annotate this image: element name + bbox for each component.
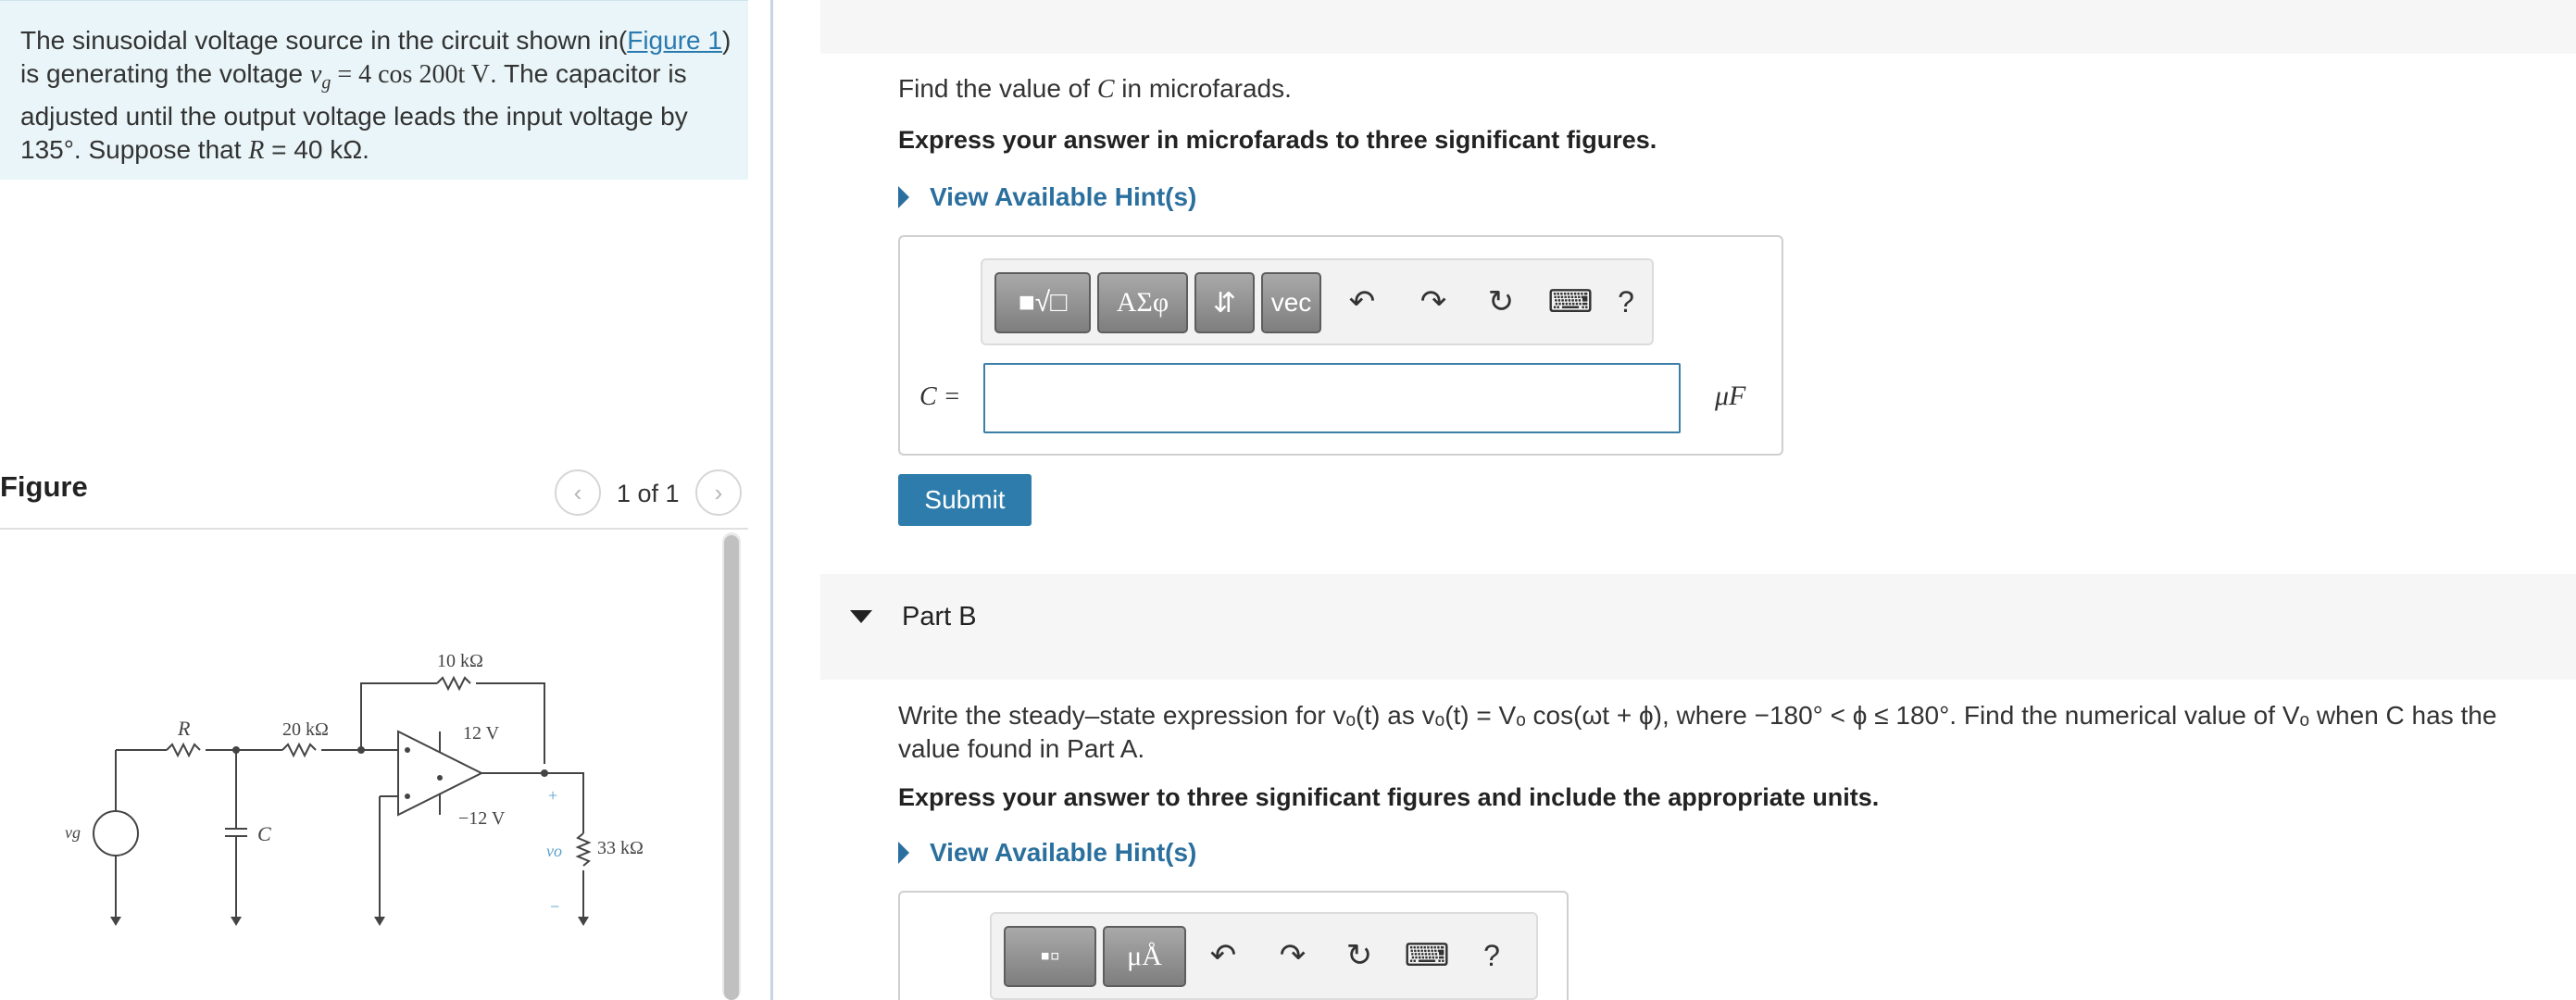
voltage-source [94,811,138,856]
problem-text-part: ) is generating the voltage [20,26,732,88]
units-button[interactable] [1103,926,1186,987]
undo-button[interactable] [1339,279,1385,325]
resistor-10k [437,678,470,689]
resistor-20k [282,744,316,756]
vector-button[interactable] [1261,272,1321,333]
label-minus: − [550,897,560,916]
redo-button[interactable] [1410,279,1457,325]
chevron-right-icon: › [714,478,723,506]
part-b-instructions: Express your answer to three significant figures and include the appropriate units. [898,783,1880,811]
templates-button[interactable] [994,272,1091,333]
part-b-header[interactable] [820,574,2576,680]
updown-arrows-icon: ⇵ [1212,287,1237,319]
view-hints-link-b[interactable] [898,838,1196,868]
problem-text [20,24,733,168]
label-10k: 10 kΩ [437,651,483,671]
help-button[interactable] [1607,279,1644,325]
c-answer-input[interactable] [983,363,1681,433]
part-a-prompt: Find the value of C in microfarads. [898,74,1292,104]
submit-button[interactable]: Submit [898,474,1032,526]
figure-page-count: 1 of 1 [617,480,680,507]
label-plus: + [548,786,558,805]
circuit-diagram [56,639,685,1000]
units-icon: μÅ [1127,941,1162,971]
caret-down-icon[interactable] [850,610,872,623]
view-hints-link-a[interactable] [898,182,1196,212]
label-20k: 20 kΩ [282,719,329,740]
templates-icon: ▪▫ [1040,941,1060,971]
c-input-label: C = [919,382,961,411]
vg-symbol: $v_g$ [309,60,331,94]
capacitor [225,829,247,836]
keyboard-icon: ⌨ [1404,938,1450,973]
help-icon: ? [1618,284,1634,319]
greek-symbols-button[interactable] [1097,272,1188,333]
caret-right-icon [898,186,909,208]
part-a-instructions: Express your answer in microfarads to three significant figures. [898,126,1657,154]
redo-icon: ↷ [1419,284,1447,319]
hint-label: View Available Hint(s) [930,838,1197,867]
reset-icon: ↻ [1487,284,1515,319]
greek-icon: ΑΣφ [1116,287,1169,318]
figure-scroll-thumb[interactable] [724,535,739,1000]
r-symbol: R [248,135,265,165]
left-pane [0,0,773,1000]
reset-icon: ↻ [1345,938,1373,973]
part-b-title[interactable]: Part B [902,602,977,631]
problem-text-part: . The capacitor is adjusted until the output voltage leads the input voltage by 135°. Suppose that [20,59,688,164]
help-button[interactable] [1473,932,1510,979]
subscript-superscript-button[interactable] [1194,272,1255,333]
undo-icon: ↶ [1209,938,1237,973]
hint-label: View Available Hint(s) [930,182,1197,211]
undo-button[interactable] [1200,932,1246,979]
c-unit-label: μF [1715,381,1746,411]
keyboard-icon: ⌨ [1547,284,1594,319]
label-vo: vo [546,842,562,860]
figure-prev-button[interactable] [555,469,601,516]
chevron-left-icon: ‹ [573,478,582,506]
r-value: = 40 kΩ. [264,134,369,164]
math-toolbar-a [981,258,1654,345]
resistor-r [167,744,200,756]
keyboard-button[interactable] [1399,932,1455,979]
part-a-header [820,0,2576,54]
math-toolbar-b [990,912,1538,1000]
label-vg: vg [65,823,81,842]
redo-button[interactable] [1269,932,1316,979]
pane-divider[interactable] [770,0,773,1000]
label-12v: 12 V [463,723,500,744]
label-neg12v: −12 V [458,808,506,829]
vg-equation: = 4 cos 200t V [331,60,490,89]
figure-link[interactable]: Figure 1 [627,26,722,55]
figure-title: Figure [0,470,88,503]
resistor-33k [578,833,589,866]
help-icon: ? [1483,938,1500,972]
redo-icon: ↷ [1279,938,1307,973]
problem-statement-box [0,0,748,180]
reset-button[interactable] [1336,932,1382,979]
part-b-prompt: Write the steady–state expression for vₒ(t) as vₒ(t) = Vₒ cos(ωt + ϕ), where −180° < ϕ ≤ 180°. Find the numerical value of Vₒ when C has the value found in Part A. [898,701,2497,763]
keyboard-button[interactable] [1543,279,1598,325]
undo-icon: ↶ [1348,284,1376,319]
figure-next-button[interactable] [695,469,742,516]
templates-button[interactable] [1004,926,1096,987]
sqrt-template-icon: ■√□ [1018,287,1068,318]
caret-right-icon [898,842,909,864]
reset-button[interactable] [1478,279,1524,325]
label-33k: 33 kΩ [597,838,644,858]
vec-icon: vec [1270,288,1312,317]
label-c: C [257,822,271,845]
problem-text-part: The sinusoidal voltage source in the circuit shown in( [20,26,628,55]
label-r: R [178,717,191,740]
